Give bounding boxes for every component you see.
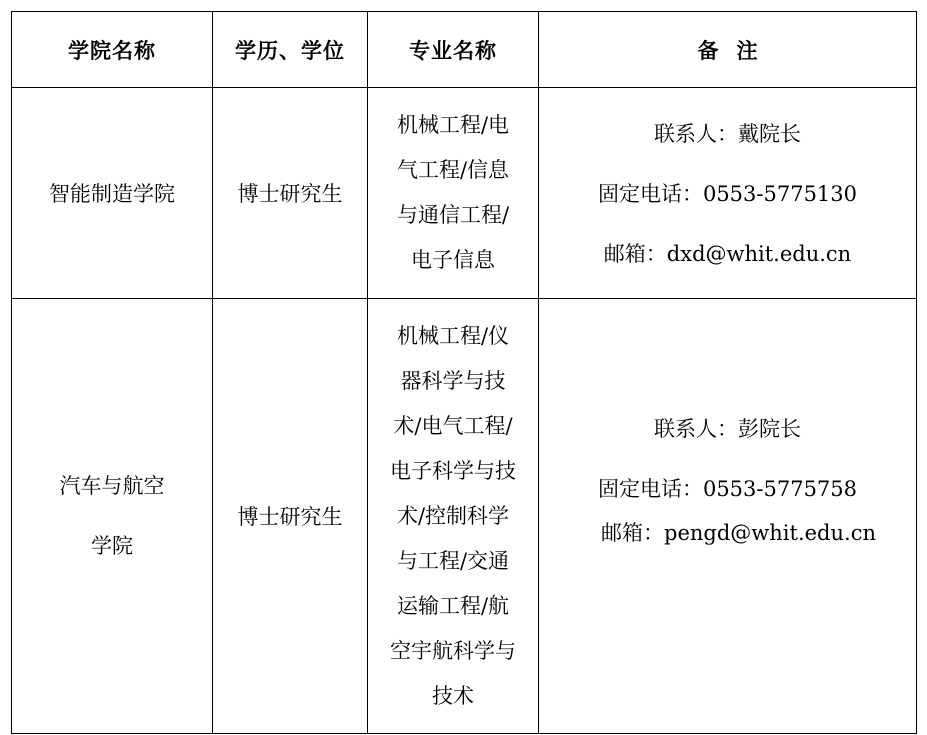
major-line: 器科学与技: [400, 368, 506, 393]
contact-person: 联系人：彭院长: [654, 417, 801, 441]
table-row: [12, 299, 917, 734]
major-line: 与通信工程/: [396, 203, 510, 227]
degree-cell: [213, 88, 368, 299]
note-cell: [539, 299, 917, 734]
major-cell: [368, 88, 539, 299]
header-note-label: 备注: [697, 38, 776, 63]
header-college: 学院名称: [12, 12, 213, 88]
major-line: 机械工程/仪: [396, 323, 510, 348]
recruitment-table: [11, 11, 917, 734]
college-name-line: 学院: [91, 534, 133, 558]
college-cell: [12, 88, 213, 299]
header-degree: 学历、学位: [213, 12, 368, 88]
degree-value: 博士研究生: [237, 505, 343, 529]
contact-block: [539, 407, 916, 555]
college-cell: [12, 299, 213, 734]
major-line: 技术: [432, 683, 474, 708]
degree-cell: [213, 299, 368, 734]
major-line: 机械工程/电: [396, 113, 510, 137]
table-header-row: [12, 12, 917, 88]
major-line: 与工程/交通: [396, 548, 510, 573]
major-line: 术/控制科学: [396, 503, 510, 528]
contact-person: 联系人：戴院长: [654, 122, 801, 146]
contact-block: [539, 104, 916, 284]
major-line: 电子信息: [411, 248, 495, 272]
major-line: 气工程/信息: [396, 158, 510, 182]
college-name-line: 汽车与航空: [59, 474, 165, 498]
major-line: 电子科学与技: [390, 458, 516, 483]
major-line: 术/电气工程/: [393, 413, 513, 438]
major-line: 运输工程/航: [396, 593, 510, 618]
college-name: 智能制造学院: [49, 182, 175, 206]
major-line: 空宇航科学与: [390, 638, 516, 663]
note-cell: [539, 88, 917, 299]
degree-value: 博士研究生: [237, 182, 343, 206]
header-major: 专业名称: [368, 12, 539, 88]
header-note: [539, 12, 917, 88]
table-row: [12, 88, 917, 299]
contact-phone: 固定电话：0553-5775130: [597, 182, 858, 206]
contact-email: 邮箱：pengd@whit.edu.cn: [601, 521, 876, 545]
contact-email: 邮箱：dxd@whit.edu.cn: [603, 242, 852, 266]
major-cell: [368, 299, 539, 734]
contact-phone: 固定电话：0553-5775758: [597, 477, 858, 501]
